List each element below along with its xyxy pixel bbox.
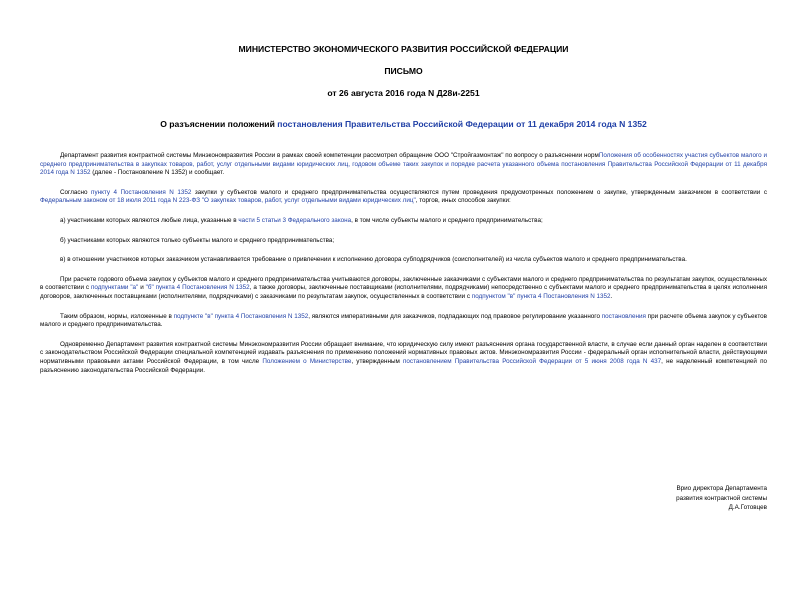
document-date-number: от 26 августа 2016 года N Д28и-2251 [327, 88, 480, 98]
p4-text-1: б) участниками которых являются только субъекты малого и среднего предпринимательства; [60, 236, 335, 244]
p2-link-point-4[interactable]: пункту 4 Постановления N 1352 [91, 188, 192, 196]
p2-text-3: , торгов, иных способов закупки: [415, 197, 511, 205]
p7-text-3: при расчете объема закупок у субъектов малого и среднего предпринимательства. [40, 312, 767, 329]
p8-link-ministry-regulation[interactable]: Положением о Министерстве [262, 357, 352, 365]
paragraph-3 [40, 217, 767, 226]
p6-link-subpoint-a[interactable]: подпунктами "а" [90, 284, 139, 292]
document-body [40, 152, 767, 375]
p8-link-government-decree[interactable]: постановлением Правительства Российской Федерации от 5 июня 2008 года N 437 [403, 357, 662, 365]
p3-text-2: , в том числе субъекты малого и среднего предпринимательства; [351, 216, 543, 224]
p6-text-2: и [138, 284, 146, 292]
p3-link-article[interactable]: части 5 статьи 3 Федерального закона [238, 216, 352, 224]
paragraph-1 [40, 152, 767, 178]
p3-text-1: а) участниками которых являются любые лица, указанные в [60, 216, 239, 224]
paragraph-6 [40, 276, 767, 302]
p6-text-4: . [610, 292, 613, 300]
p7-link-decree[interactable]: постановления [601, 312, 646, 320]
p6-text-1: При расчете годового объема закупок у субъектов малого и среднего предпринимательства учитываются договоры, заключенные заказчиками с субъектами малого и среднего предпринимательства по результатам закупок, осуществленных в соответствии с [40, 275, 767, 292]
p6-link-subpoint-v[interactable]: подпунктом "в" пункта 4 Постановления N 1352 [471, 292, 611, 300]
p2-link-federal-law[interactable]: Федеральным законом от 18 июля 2011 года N 223-ФЗ "О закупках товаров, работ, услуг отдельными видами юридических лиц" [40, 197, 416, 205]
paragraph-5 [40, 256, 767, 265]
p1-link-decree[interactable]: постановления Правительства Российской Федерации от 11 декабря 2014 года N 1352 [40, 160, 767, 177]
p8-text-2: , утвержденным [351, 357, 404, 365]
subject-prefix: О разъяснении положений [160, 119, 278, 129]
p8-text-3: , не наделенный компетенцией по разъяснению законодательства Российской Федерации. [40, 357, 767, 374]
p6-text-3: , а также договоры, заключенные поставщиками (исполнителями, подрядчиками) непосредственно с субъектами малого и среднего предпринимательства в целях исполнения договоров, заключенных поставщиками (исполнителями, подрядчиками) с заказчиками по результатам закупок, осуществленных в соответствии с [40, 284, 767, 300]
document-subject [40, 119, 767, 130]
p1-link-regulation[interactable]: Положения об особенностях участия субъектов малого и среднего предпринимательства в закупках товаров, работ, услуг отдельными видами юридических лиц, годовом объеме таких закупок и порядке расчета указанного объема [40, 152, 767, 168]
subject-link[interactable]: постановления Правительства Российской Федерации от 11 декабря 2014 года N 1352 [277, 119, 647, 129]
signature-line-2: развития контрактной системы [676, 494, 767, 502]
p1-text-1: Департамент развития контрактной системы Минэкономразвития России в рамках своей компетенции рассмотрел обращение ООО "Стройгазмонтаж" по вопросу о разъяснении норм [60, 152, 599, 159]
signature-name: Д.А.Готовцев [728, 504, 767, 511]
document-type: ПИСЬМО [384, 66, 423, 76]
paragraph-4 [40, 237, 767, 246]
ministry-title: МИНИСТЕРСТВО ЭКОНОМИЧЕСКОГО РАЗВИТИЯ РОССИЙСКОЙ ФЕДЕРАЦИИ [238, 44, 569, 54]
paragraph-8 [40, 341, 767, 375]
p8-text-1: Одновременно Департамент развития контрактной системы Минэкономразвития России обращает внимание, что юридическую силу имеют разъяснения органа государственной власти, в случае если данный орган наделен в соответствии с законодательством Российской Федерации специальной компетенцией издавать разъяснения по применению положений нормативных правовых актов. Минэкономразвития России - федеральный орган исполнительной власти, действующими нормативными правовыми актами Российской Федерации, в том числе [40, 340, 767, 365]
p1-text-3: (далее - Постановление N 1352) и сообщает. [90, 169, 225, 177]
p7-link-subpoint-v[interactable]: подпункте "в" пункта 4 Постановления N 1352 [173, 312, 309, 320]
p7-text-1: Таким образом, нормы, изложенные в [60, 312, 174, 320]
paragraph-7 [40, 313, 767, 330]
p5-text-1: в) в отношении участников которых заказчиком устанавливается требование о привлечении к исполнению договора субподрядчиков (соисполнителей) из числа субъектов малого и среднего предпринимательства. [60, 256, 687, 264]
signature-line-1: Врио директора Департамента [676, 485, 767, 492]
p2-text-2: закупки у субъектов малого и среднего предпринимательства осуществляются путем проведения предусмотренных положением о закупке, утвержденным заказчиком в соответствии с [191, 188, 767, 196]
document-page [0, 44, 807, 615]
p2-text-1: Согласно [60, 188, 92, 196]
p6-link-subpoint-b[interactable]: "б" пункта 4 Постановления N 1352 [145, 284, 250, 292]
paragraph-2 [40, 189, 767, 206]
p7-text-2: , являются императивными для заказчиков, подпадающих под правовое регулирование указанного [308, 312, 602, 320]
signature-block [676, 484, 767, 513]
